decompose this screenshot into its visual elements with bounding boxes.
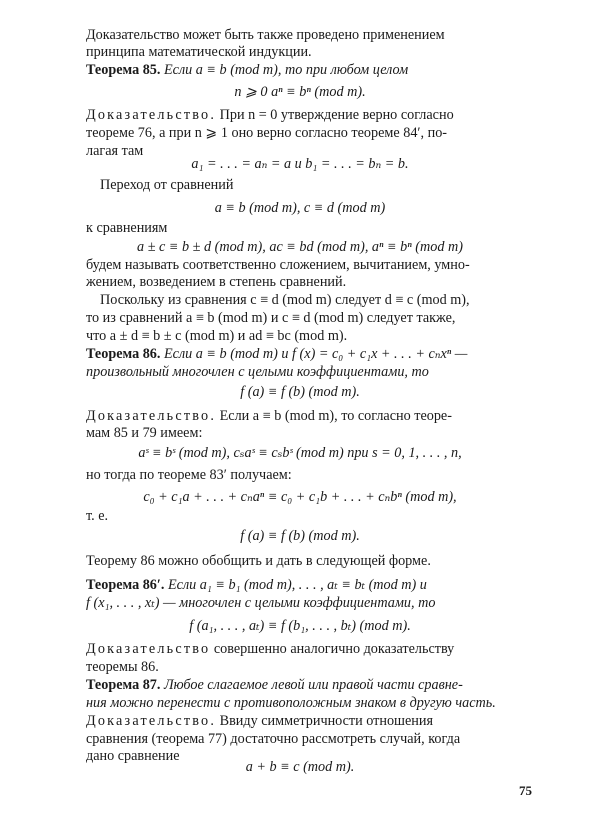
text-line: принципа математической индукции. <box>86 44 312 60</box>
text-line: к сравнениям <box>86 220 168 236</box>
formula: a ≡ b (mod m), c ≡ d (mod m) <box>214 200 386 216</box>
text-line: теореме 76, а при n ⩾ 1 оно верно согласно теореме 84′, по- <box>86 125 448 141</box>
proof-label: Доказательство. <box>86 107 217 123</box>
proof-line <box>86 407 526 425</box>
proof-text: совершенно аналогично доказательству <box>210 641 455 657</box>
text-line: Доказательство может быть также проведено применением <box>86 27 445 43</box>
text-line: дано сравнение <box>86 748 180 764</box>
text-line: будем называть соответственно сложением, вычитанием, умно- <box>86 257 470 273</box>
formula: c₀ + c₁a + . . . + cₙaⁿ ≡ c₀ + c₁b + . . . + cₙbⁿ (mod m), <box>143 489 457 505</box>
theorem-text: ния можно перенести с противоположным знаком в другую часть. <box>86 695 496 711</box>
proof-text: Если a ≡ b (mod m), то согласно теоре- <box>216 408 452 424</box>
formula: f (a) ≡ f (b) (mod m). <box>240 528 360 544</box>
text-line: сравнения (теорема 77) достаточно рассмотреть случай, когда <box>86 731 461 747</box>
theorem-85-heading <box>86 61 526 79</box>
text-line: но тогда по теореме 83′ получаем: <box>86 467 292 483</box>
theorem-87-heading <box>86 676 526 694</box>
proof-line <box>86 640 526 658</box>
proof-label: Доказательство. <box>86 713 217 729</box>
formula: f (a) ≡ f (b) (mod m). <box>240 384 360 400</box>
theorem-text: Если a ≡ b (mod m), то при любом целом <box>160 62 409 78</box>
formula: a ± c ≡ b ± d (mod m), ac ≡ bd (mod m), aⁿ ≡ bⁿ (mod m) <box>137 239 463 255</box>
text-line: т. е. <box>86 508 109 524</box>
theorem-text: Любое слагаемое левой или правой части сравне- <box>160 677 463 693</box>
proof-label: Доказательство. <box>86 408 217 424</box>
text-line: теоремы 86. <box>86 659 159 675</box>
page-number: 75 <box>519 783 532 798</box>
text-line: Переход от сравнений <box>100 177 234 193</box>
theorem-label: Теорема 86. <box>86 346 161 362</box>
text-line: что a ± d ≡ b ± c (mod m) и ad ≡ bc (mod m). <box>86 328 348 344</box>
proof-line <box>86 712 526 730</box>
theorem-label: Теорема 87. <box>86 677 161 693</box>
formula: a₁ = . . . = aₙ = a и b₁ = . . . = bₙ = b. <box>191 156 409 172</box>
text-line: Теорему 86 можно обобщить и дать в следующей форме. <box>86 553 431 569</box>
theorem-86prime-heading <box>86 576 526 594</box>
proof-text: При n = 0 утверждение верно согласно <box>216 107 454 123</box>
theorem-86-heading <box>86 345 526 363</box>
theorem-label: Теорема 85. <box>86 62 161 78</box>
theorem-text: f (x₁, . . . , xₜ) — многочлен с целыми коэффициентами, то <box>86 595 436 611</box>
text-line: мам 85 и 79 имеем: <box>86 425 203 441</box>
proof-text: Ввиду симметричности отношения <box>216 713 433 729</box>
formula: f (a₁, . . . , aₜ) ≡ f (b₁, . . . , bₜ) (mod m). <box>189 618 411 634</box>
proof-line <box>86 106 526 124</box>
theorem-text: Если a ≡ b (mod m) и f (x) = c₀ + c₁x + . . . + cₙxⁿ — <box>160 346 468 362</box>
formula: a + b ≡ c (mod m). <box>245 759 355 775</box>
proof-label: Доказательство <box>86 641 211 657</box>
formula: aˢ ≡ bˢ (mod m), cₛaˢ ≡ cₛbˢ (mod m) при s = 0, 1, . . . , n, <box>138 445 462 461</box>
text-line: лагая там <box>86 143 144 159</box>
formula: n ⩾ 0 aⁿ ≡ bⁿ (mod m). <box>234 84 366 100</box>
text-line: Поскольку из сравнения c ≡ d (mod m) следует d ≡ c (mod m), <box>100 292 470 308</box>
theorem-label: Теорема 86′. <box>86 577 165 593</box>
text-line: жением, возведением в степень сравнений. <box>86 274 347 290</box>
text-line: то из сравнений a ≡ b (mod m) и c ≡ d (mod m) следует также, <box>86 310 456 326</box>
theorem-text: произвольный многочлен с целыми коэффициентами, то <box>86 364 429 380</box>
theorem-text: Если a₁ ≡ b₁ (mod m), . . . , aₜ ≡ bₜ (mod m) и <box>164 577 427 593</box>
